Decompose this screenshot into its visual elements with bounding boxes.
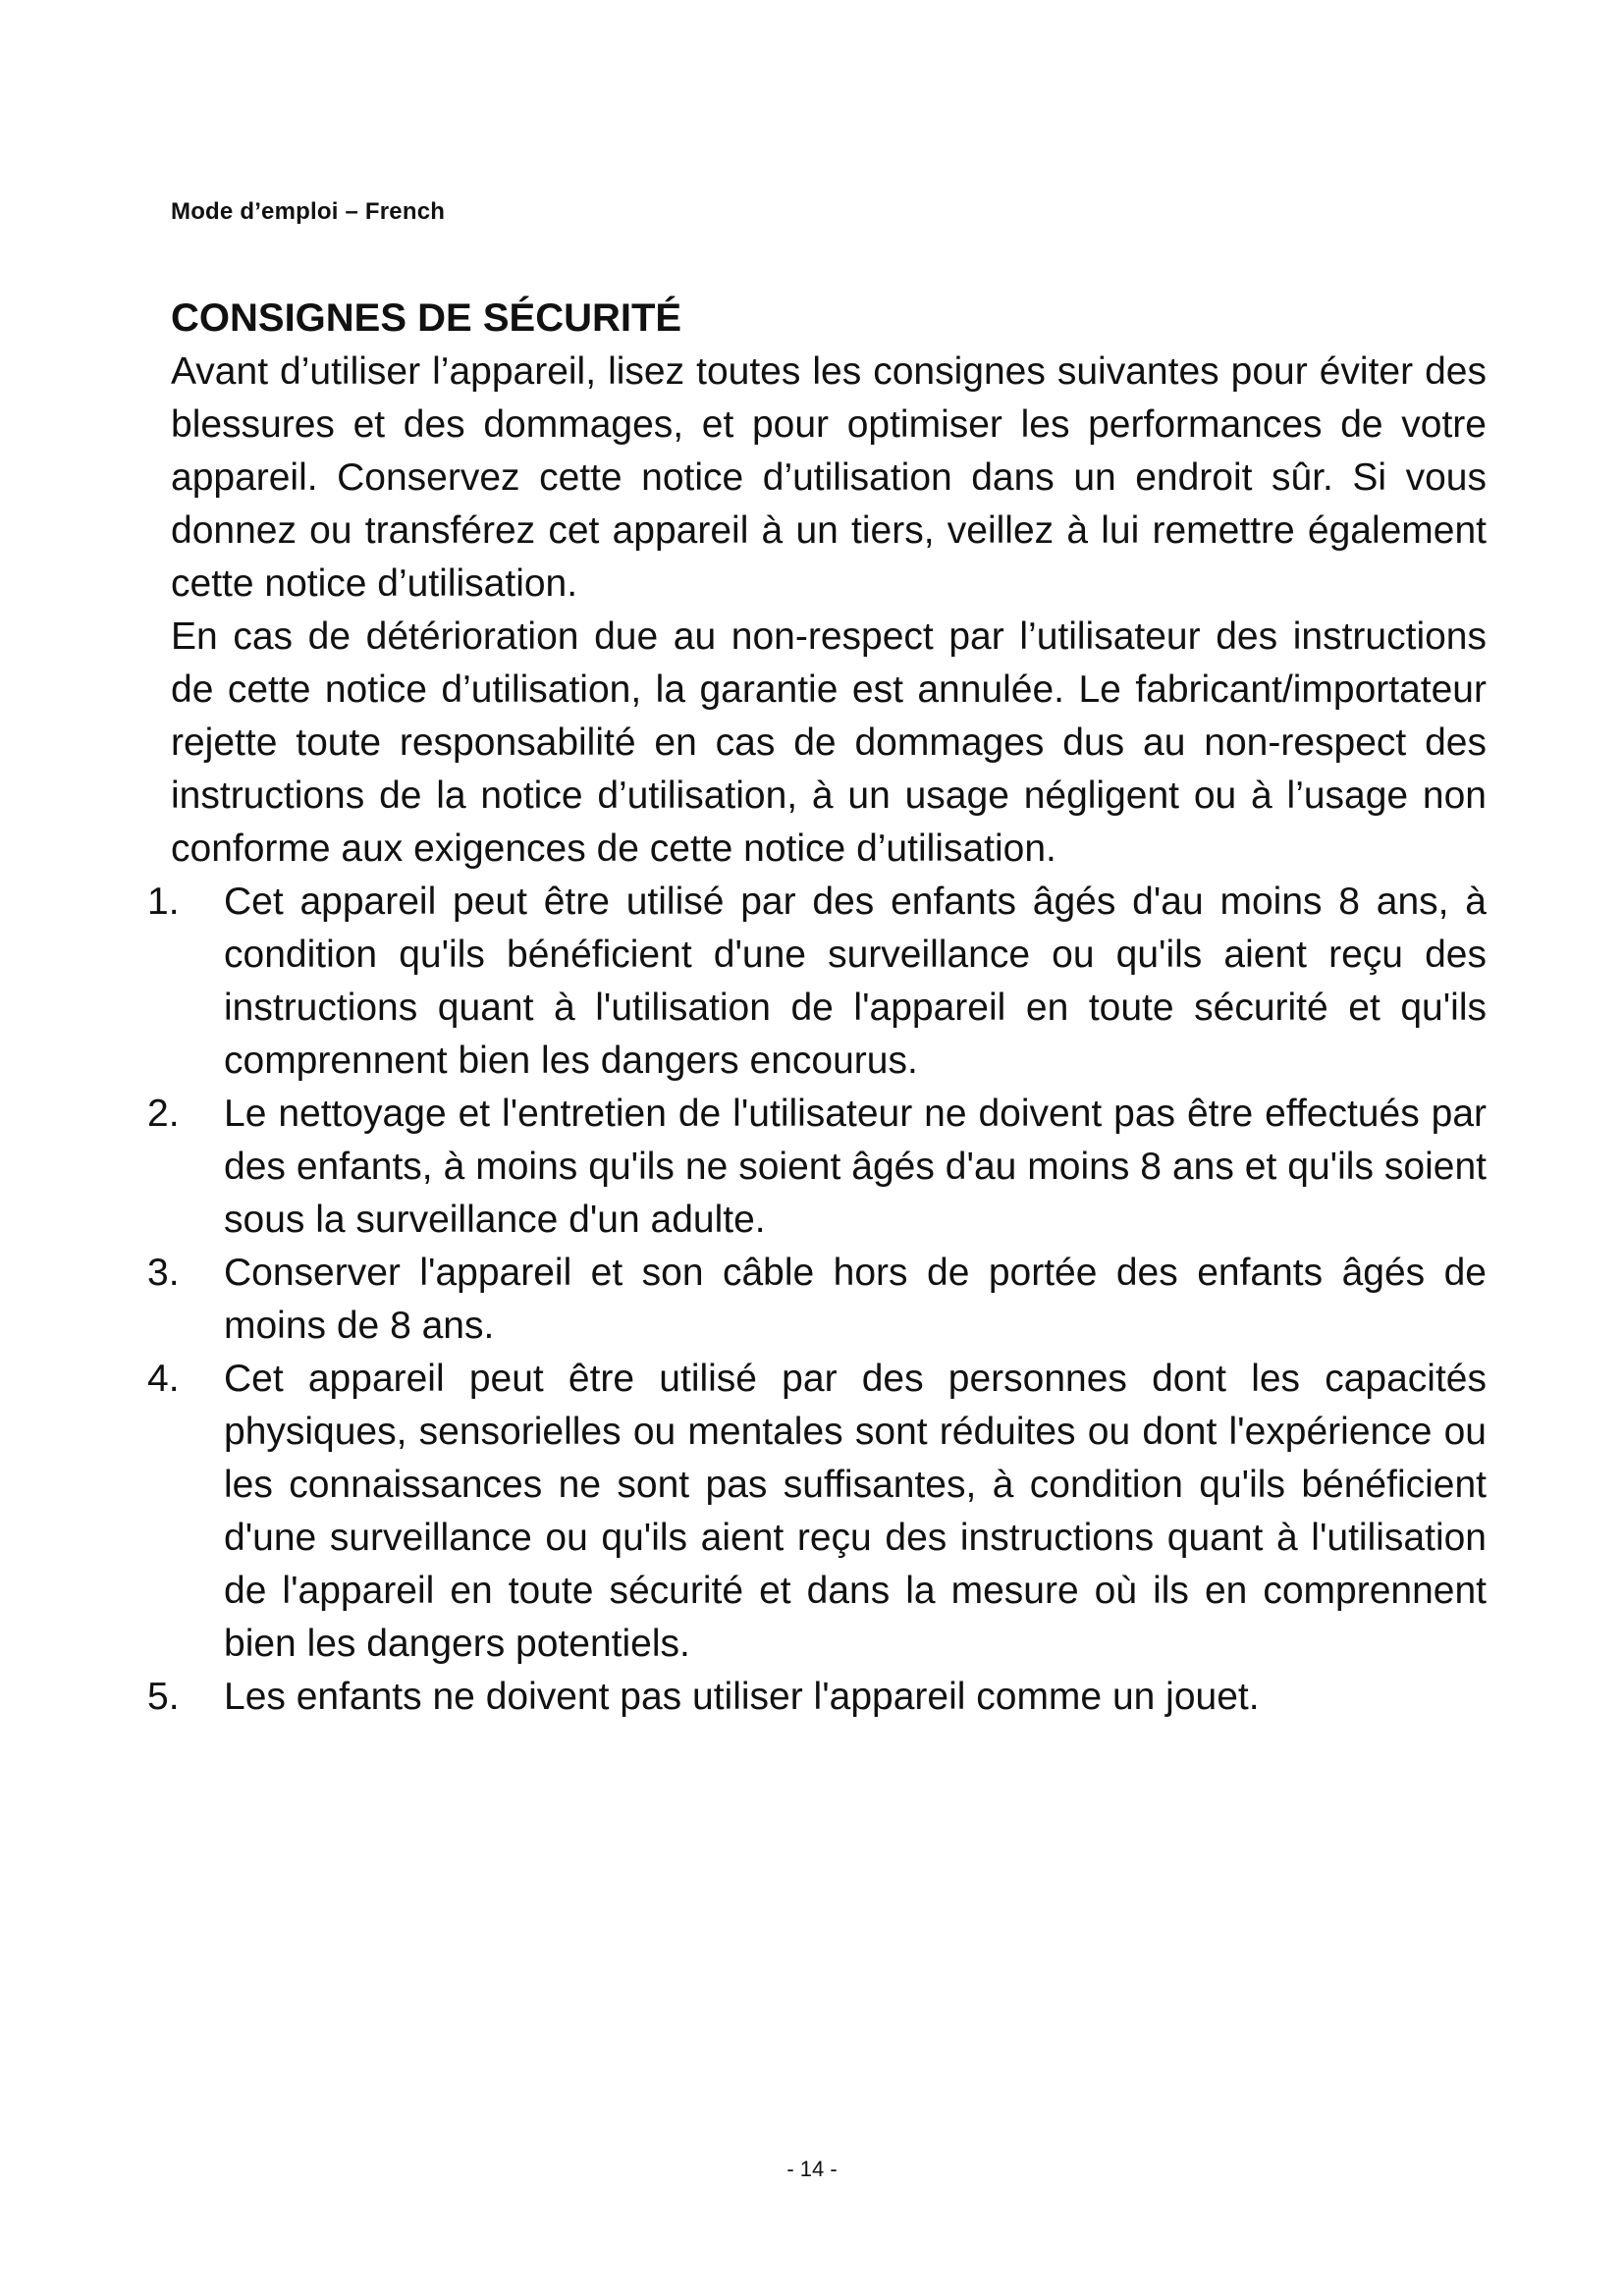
list-item-text: Cet appareil peut être utilisé par des personnes dont les capacités physiques, sensorielles ou mentales sont réduites ou dont l'expérience ou les connaissances ne sont pas suffisantes, à condition qu'ils bénéficient d'une surveillance ou qu'ils aient reçu des instructions quant à l'utilisation de l'appareil en toute sécurité et dans la mesure où ils en comprennent bien les dangers potentiels. bbox=[224, 1358, 1487, 1665]
list-item bbox=[147, 1671, 1487, 1724]
intro-paragraph-2: En cas de détérioration due au non-respect par l’utilisateur des instructions de cette notice d’utilisation, la garantie est annulée. Le fabricant/importateur rejette toute responsabilité en cas de dommages dus au non-respect des instructions de la notice d’utilisation, à un usage négligent ou à l’usage non conforme aux exigences de cette notice d’utilisation. bbox=[171, 615, 1487, 870]
list-item bbox=[147, 1247, 1487, 1353]
safety-list bbox=[147, 876, 1487, 1724]
list-item-number: 2. bbox=[147, 1093, 180, 1135]
list-item bbox=[147, 1353, 1487, 1671]
list-item-number: 5. bbox=[147, 1676, 180, 1718]
list-item bbox=[147, 876, 1487, 1088]
safety-section bbox=[147, 294, 1487, 1724]
page-number: - 14 - bbox=[786, 2157, 838, 2181]
section-title: CONSIGNES DE SÉCURITÉ bbox=[171, 296, 682, 340]
list-item-text: Conserver l'appareil et son câble hors de portée des enfants âgés de moins de 8 ans. bbox=[224, 1252, 1487, 1347]
list-item-text: Les enfants ne doivent pas utiliser l'appareil comme un jouet. bbox=[224, 1676, 1260, 1718]
list-item-number: 3. bbox=[147, 1252, 180, 1294]
list-item-number: 1. bbox=[147, 881, 180, 923]
page-header: Mode d’emploi – French bbox=[171, 198, 446, 225]
list-item-text: Cet appareil peut être utilisé par des enfants âgés d'au moins 8 ans, à condition qu'ils bénéficient d'une surveillance ou qu'ils aient reçu des instructions quant à l'utilisation de l'appareil en toute sécurité et qu'ils comprennent bien les dangers encourus. bbox=[224, 881, 1487, 1082]
list-item-text: Le nettoyage et l'entretien de l'utilisateur ne doivent pas être effectués par des enfants, à moins qu'ils ne soient âgés d'au moins 8 ans et qu'ils soient sous la surveillance d'un adulte. bbox=[224, 1093, 1487, 1241]
list-item-number: 4. bbox=[147, 1358, 180, 1400]
intro-paragraph-1: Avant d’utiliser l’appareil, lisez toutes les consignes suivantes pour éviter des blessures et des dommages, et pour optimiser les performances de votre appareil. Conservez cette notice d’utilisation dans un endroit sûr. Si vous donnez ou transférez cet appareil à un tiers, veillez à lui remettre également cette notice d’utilisation. bbox=[171, 350, 1487, 605]
list-item bbox=[147, 1088, 1487, 1247]
